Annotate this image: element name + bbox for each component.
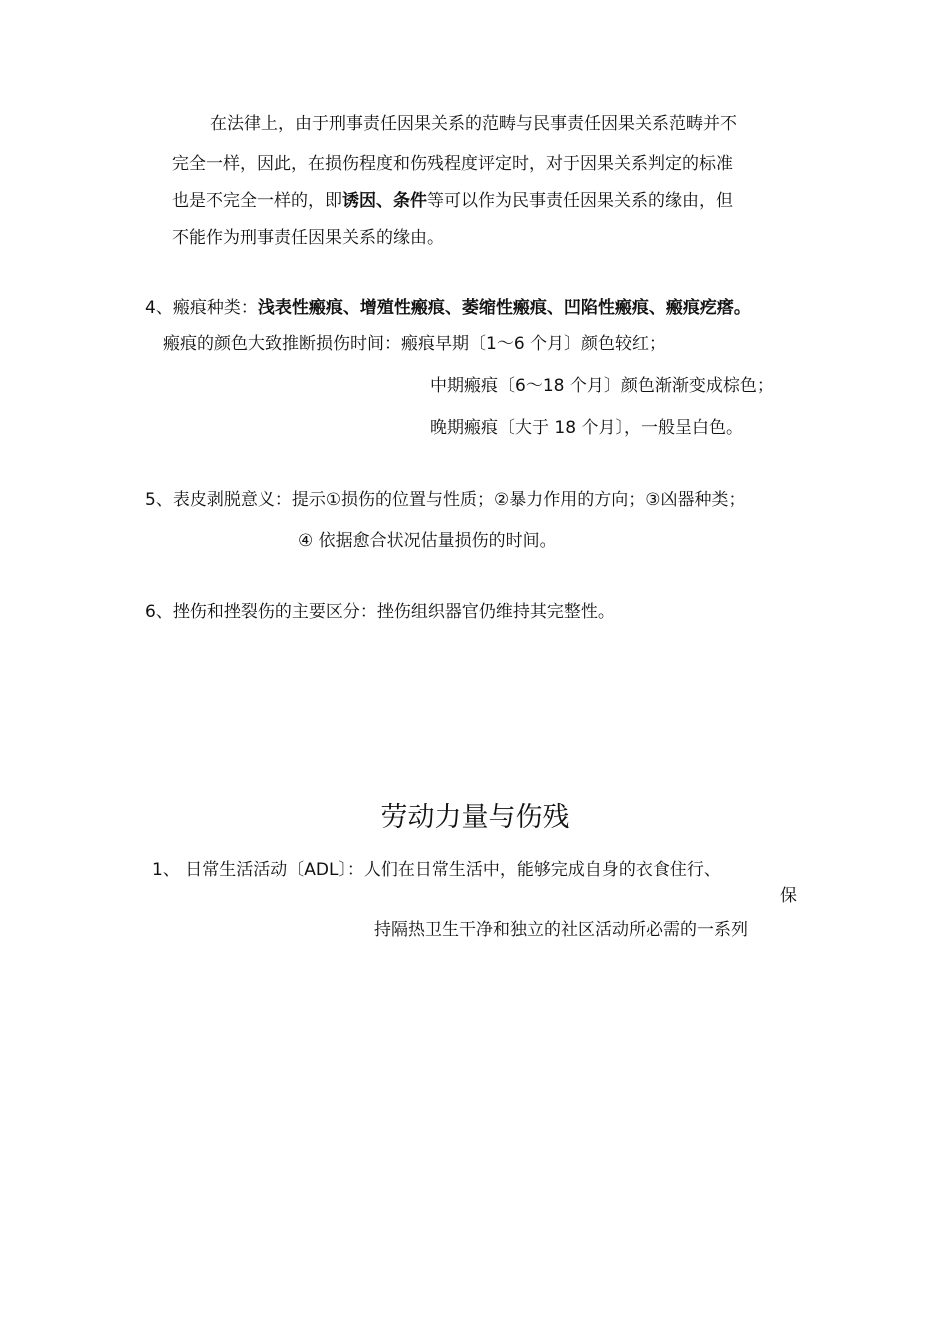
item4-label: 4、瘢痕种类： bbox=[145, 298, 258, 318]
item4-mid-stage: 中期瘢痕〔6～18 个月〕颜色渐渐变成棕色； bbox=[430, 376, 774, 396]
item6-line1: 6、挫伤和挫裂伤的主要区分：挫伤组织器官仍维持其完整性。 bbox=[145, 602, 615, 622]
item5-line1: 5、表皮剥脱意义：提示①损伤的位置与性质；②暴力作用的方向；③凶器种类； bbox=[145, 490, 746, 510]
para1-line4: 不能作为刑事责任因果关系的缘由。 bbox=[172, 228, 444, 248]
para1-line3 bbox=[172, 189, 733, 213]
para1-bold-terms: 诱因、条件 bbox=[342, 191, 427, 211]
section-item1-wrap: 保 bbox=[780, 886, 797, 906]
section-item1-line2: 持隔热卫生干净和独立的社区活动所必需的一系列 bbox=[374, 920, 748, 940]
section-item1-line1: 1、 日常生活活动〔ADL〕：人们在日常生活中，能够完成自身的衣食住行、 bbox=[152, 860, 721, 880]
para1-line1: 在法律上，由于刑事责任因果关系的范畴与民事责任因果关系范畴并不 bbox=[210, 114, 737, 134]
item4-scar-types: 浅表性瘢痕、增殖性瘢痕、萎缩性瘢痕、凹陷性瘢痕、瘢痕疙瘩。 bbox=[257, 298, 751, 318]
section-title: 劳动力量与伤残 bbox=[380, 802, 570, 833]
para1-line3-end: 等可以作为民事责任因果关系的缘由，但 bbox=[427, 191, 733, 211]
item4-heading bbox=[145, 296, 751, 320]
item4-color-line: 瘢痕的颜色大致推断损伤时间：瘢痕早期〔1～6 个月〕颜色较红； bbox=[163, 334, 667, 354]
item4-late-stage: 晚期瘢痕〔大于 18 个月〕，一般呈白色。 bbox=[430, 418, 743, 438]
para1-line2: 完全一样，因此，在损伤程度和伤残程度评定时，对于因果关系判定的标准 bbox=[172, 154, 733, 174]
item5-line2: ④ 依据愈合状况估量损伤的时间。 bbox=[298, 531, 557, 551]
para1-line3-start: 也是不完全一样的，即 bbox=[172, 191, 342, 211]
